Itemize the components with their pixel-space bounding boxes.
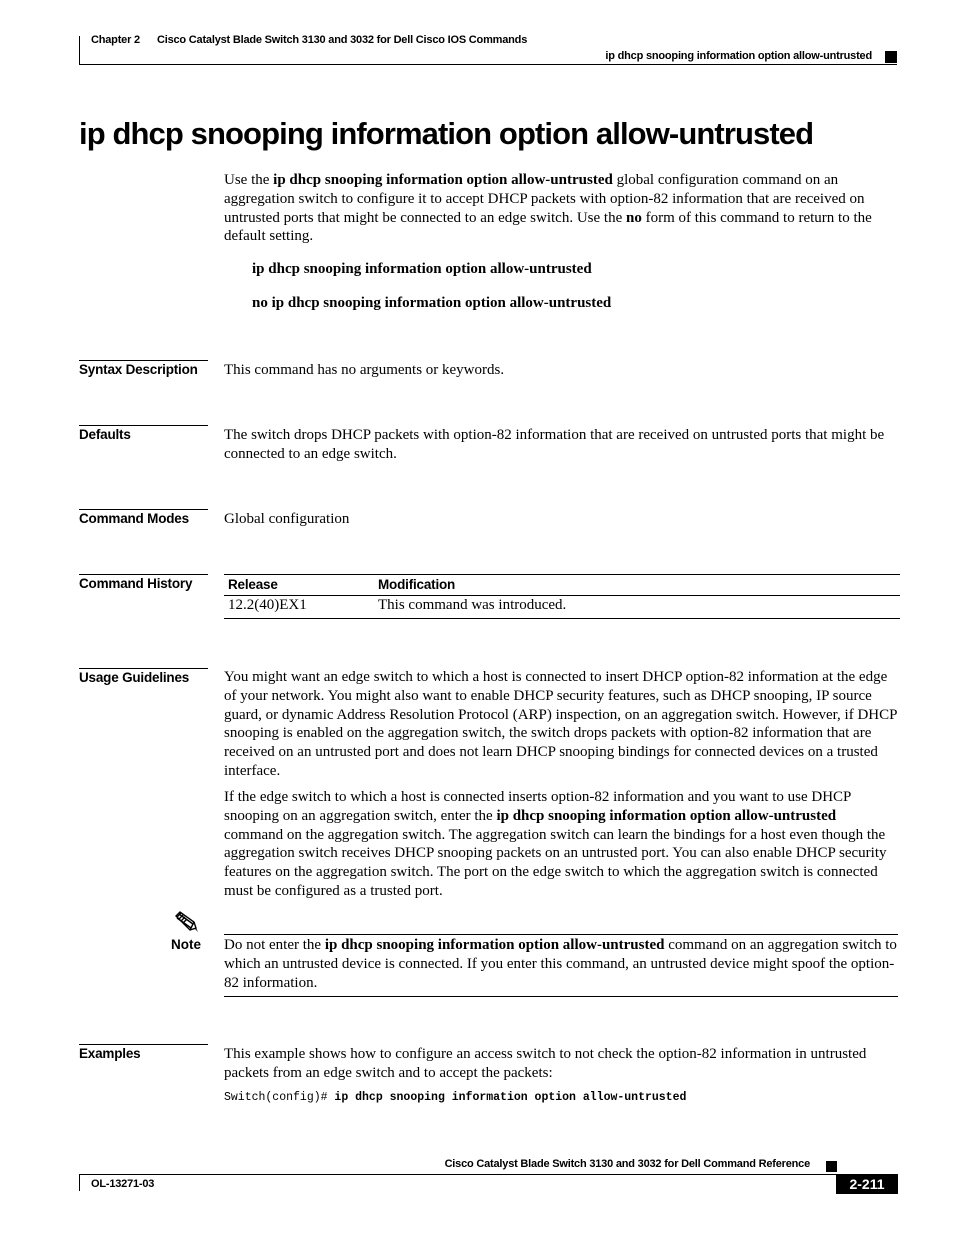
header-marker-block [885,51,897,63]
examples-text: This example shows how to configure an access switch to not check the option-82 information in untrusted packets from an edge switch and to accept the packets: [224,1046,867,1081]
usage-guidelines-label: Usage Guidelines [79,670,190,685]
usage-guidelines-rule [79,668,208,669]
table-header-row [224,575,900,596]
header-left-rule [79,36,80,64]
header-rule [79,64,897,65]
command-history-rule [79,574,208,575]
command-modes-text: Global configuration [224,511,350,527]
usage-guidelines-paragraph-2 [224,788,898,901]
examples-label: Examples [79,1046,141,1061]
note-text-part: command on an aggregation switch to which an untrusted device is connected. If you enter this command, an untrusted device might spoof the option-82 information. [224,937,897,991]
modification-cell: This command was introduced. [374,596,900,619]
syntax-no-command: no ip dhcp snooping information option allow-untrusted [252,295,612,311]
code-prompt: Switch(config)# [224,1091,335,1104]
footer-book-title: Cisco Catalyst Blade Switch 3130 and 3032 for Dell Command Reference [444,1158,810,1170]
release-cell: 12.2(40)EX1 [224,596,374,619]
command-history-label: Command History [79,576,193,591]
note-label: Note [171,937,201,952]
intro-command: ip dhcp snooping information option allow-untrusted [273,172,613,188]
note-text [224,936,898,992]
intro-no-keyword: no [625,209,642,226]
defaults-text: The switch drops DHCP packets with option-82 information that are received on untrusted ports that might be connected to an edge switch. [224,427,885,462]
note-bottom-rule [224,996,898,997]
intro-text: form of this command to return to the default setting. [224,209,872,245]
header-chapter: Chapter 2 [91,34,140,46]
usage-text: command on the aggregation switch. The aggregation switch can learn the bindings for a host even though the aggregation switch receives DHCP snooping packets on an untrusted port. You can also enable DHCP security features on the aggregation switch. The port on the edge switch to which the aggregation switch is connected must be configured as a trusted port. [224,826,887,899]
code-command: ip dhcp snooping information option allow-untrusted [334,1091,687,1104]
defaults-label: Defaults [79,427,131,442]
intro-text: Use the [224,172,274,188]
header-running-title: ip dhcp snooping information option allow-untrusted [605,50,872,62]
examples-rule [79,1044,208,1045]
command-history-table [224,574,900,619]
footer-left-rule [79,1174,80,1191]
note-text-part: Do not enter the [224,937,325,953]
page-number-badge [836,1174,898,1194]
column-header-modification: Modification [374,575,900,596]
page-title: ip dhcp snooping information option allow-untrusted [79,116,814,151]
example-code [224,1091,686,1104]
usage-command: ip dhcp snooping information option allow-untrusted [496,807,837,824]
footer-rule [79,1174,897,1175]
column-header-release: Release [224,575,374,596]
command-modes-rule [79,509,208,510]
footer-doc-number: OL-13271-03 [91,1178,155,1190]
note-pencil-icon [172,910,200,934]
page-number: 2-211 [849,1176,885,1192]
usage-text: If the edge switch to which a host is connected inserts option-82 information and you want to use DHCP snooping on an aggregation switch, enter the [224,789,851,824]
note-command: ip dhcp snooping information option allow-untrusted [324,937,665,953]
defaults-rule [79,425,208,426]
usage-guidelines-paragraph-1: You might want an edge switch to which a host is connected to insert DHCP option-82 information at the edge of your network. You might also want to enable DHCP security features, such as DHCP snooping, IP source guard, or dynamic Address Resolution Protocol (ARP) inspection, on an aggregation switch. However, if DHCP snooping is enabled on the aggregation switch, the switch drops packets with option-82 information that are received on an untrusted port and does not learn DHCP snooping bindings for connected devices on a trusted interface. [224,669,897,779]
intro-paragraph [224,171,898,246]
intro-text: global configuration command on an aggregation switch to configure it to accept DHCP packets with option-82 information that are received on untrusted ports that might be connected to an edge switch. Use the [224,172,865,226]
syntax-command: ip dhcp snooping information option allow-untrusted [252,261,592,277]
footer-marker-block [826,1161,837,1172]
table-row [224,596,900,619]
header-book-title: Cisco Catalyst Blade Switch 3130 and 3032 for Dell Cisco IOS Commands [157,34,528,46]
command-modes-label: Command Modes [79,511,189,526]
note-top-rule [224,934,898,935]
syntax-description-rule [79,360,208,361]
syntax-description-label: Syntax Description [79,362,198,377]
syntax-description-text: This command has no arguments or keywords. [224,362,505,378]
